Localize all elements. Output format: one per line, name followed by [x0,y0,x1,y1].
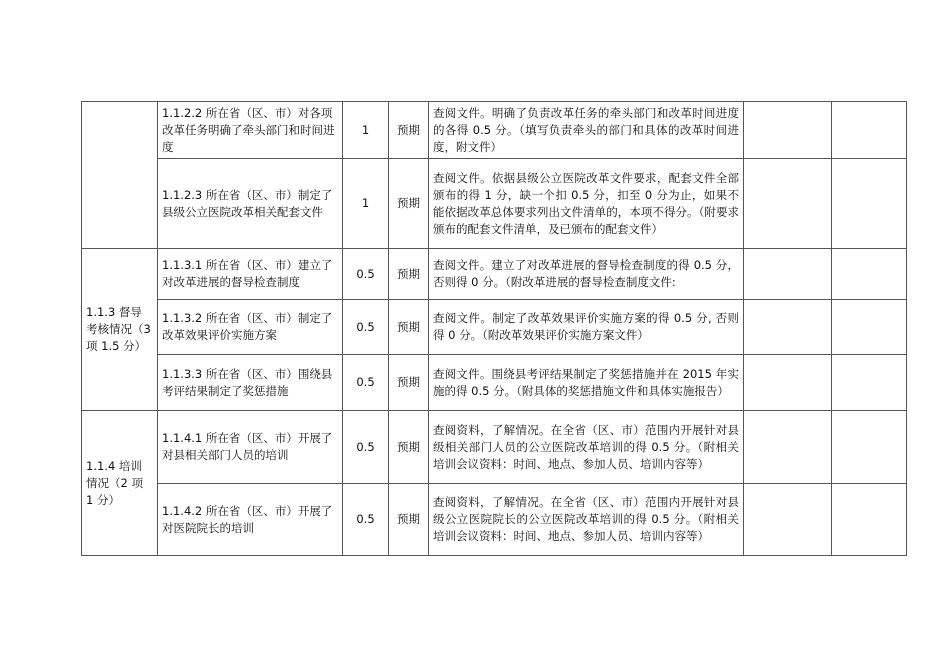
item-cell: 1.1.4.2 所在省（区、市）开展了对医院院长的培训 [158,484,343,556]
empty-cell [832,300,907,355]
empty-cell [832,102,907,159]
empty-cell [832,159,907,249]
score-cell: 0.5 [343,484,389,556]
item-cell: 1.1.3.2 所在省（区、市）制定了改革效果评价实施方案 [158,300,343,355]
empty-cell [744,159,832,249]
category-cell: 1.1.4 培训情况（2 项 1 分） [82,411,158,556]
assessment-table [81,101,907,556]
method-cell: 查阅文件。围绕县考评结果制定了奖惩措施并在 2015 年实施的得 0.5 分。（附具体的奖惩措施文件和具体实施报告） [429,355,744,411]
score-cell: 0.5 [343,249,389,300]
type-cell: 预期 [389,484,429,556]
type-cell: 预期 [389,300,429,355]
score-cell: 0.5 [343,411,389,484]
method-cell: 查阅资料，了解情况。在全省（区、市）范围内开展针对县级公立医院院长的公立医院改革培训的得 0.5 分。（附相关培训会议资料：时间、地点、参加人员、培训内容等） [429,484,744,556]
type-cell: 预期 [389,159,429,249]
empty-cell [744,249,832,300]
score-cell: 1 [343,159,389,249]
table-row [82,249,907,300]
table-row [82,300,907,355]
item-cell: 1.1.2.3 所在省（区、市）制定了县级公立医院改革相关配套文件 [158,159,343,249]
score-cell: 1 [343,102,389,159]
method-cell: 查阅文件。建立了对改革进展的督导检查制度的得 0.5 分，否则得 0 分。（附改革进展的督导检查制度文件: [429,249,744,300]
empty-cell [744,484,832,556]
table-row [82,411,907,484]
method-cell: 查阅资料，了解情况。在全省（区、市）范围内开展针对县级相关部门人员的公立医院改革培训的得 0.5 分。（附相关培训会议资料：时间、地点、参加人员、培训内容等） [429,411,744,484]
empty-cell [832,484,907,556]
method-cell: 查阅文件。依据县级公立医院改革文件要求，配套文件全部颁布的得 1 分，缺一个扣 0.5 分，扣至 0 分为止，如果不能依据改革总体要求列出文件清单的，本项不得分。（附要求颁布的配套文件清单，及已颁布的配套文件） [429,159,744,249]
score-cell: 0.5 [343,300,389,355]
type-cell: 预期 [389,102,429,159]
table-row [82,484,907,556]
method-cell: 查阅文件。明确了负责改革任务的牵头部门和改革时间进度的各得 0.5 分。（填写负责牵头的部门和具体的改革时间进度，附文件） [429,102,744,159]
score-cell: 0.5 [343,355,389,411]
empty-cell [744,411,832,484]
empty-cell [744,300,832,355]
method-cell: 查阅文件。制定了改革效果评价实施方案的得 0.5 分, 否则得 0 分。（附改革效果评价实施方案文件） [429,300,744,355]
empty-cell [832,411,907,484]
type-cell: 预期 [389,249,429,300]
empty-cell [832,355,907,411]
item-cell: 1.1.2.2 所在省（区、市）对各项改革任务明确了牵头部门和时间进度 [158,102,343,159]
type-cell: 预期 [389,411,429,484]
table-row [82,159,907,249]
table-row [82,355,907,411]
type-cell: 预期 [389,355,429,411]
item-cell: 1.1.4.1 所在省（区、市）开展了对县相关部门人员的培训 [158,411,343,484]
empty-cell [744,102,832,159]
item-cell: 1.1.3.3 所在省（区、市）围绕县考评结果制定了奖惩措施 [158,355,343,411]
empty-cell [832,249,907,300]
empty-cell [744,355,832,411]
category-cell [82,102,158,249]
item-cell: 1.1.3.1 所在省（区、市）建立了对改革进展的督导检查制度 [158,249,343,300]
table-row [82,102,907,159]
category-cell: 1.1.3 督导考核情况（3 项 1.5 分） [82,249,158,411]
